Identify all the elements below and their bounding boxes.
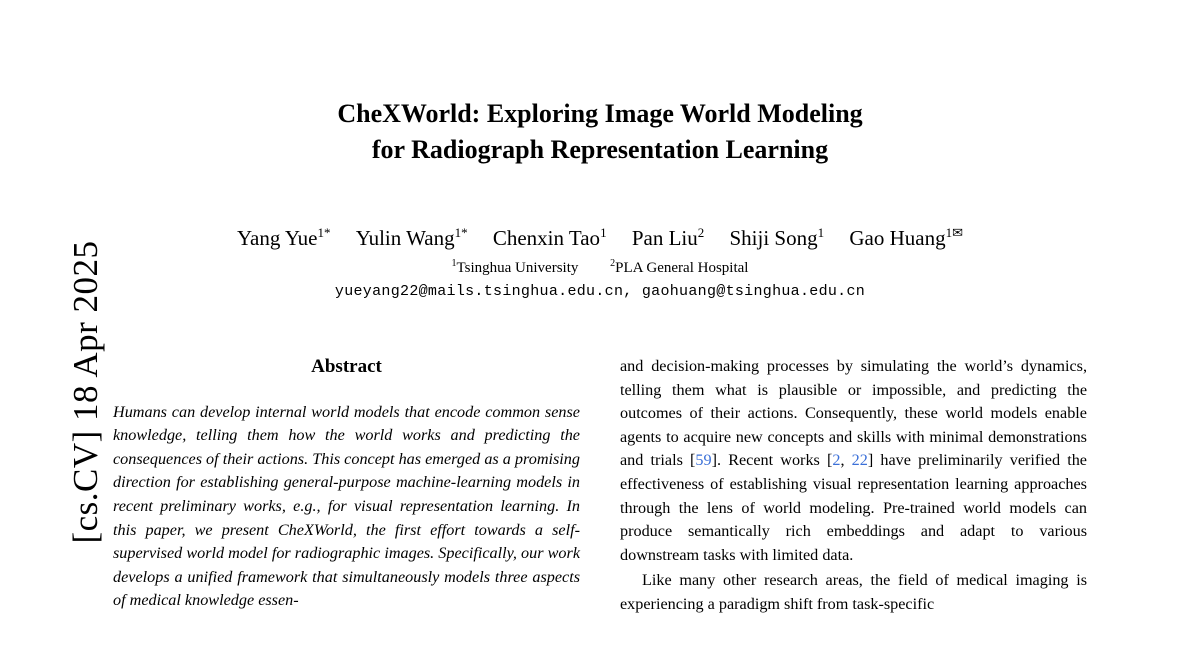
author-name: Yulin Wang xyxy=(355,226,455,250)
author-item xyxy=(729,226,824,250)
paragraph-text-comma: , xyxy=(840,451,852,470)
author-marks: 1✉ xyxy=(945,225,963,240)
abstract-text: Humans can develop internal world models that encode common sense knowledge, telling them how the world works and predicting the consequences of their actions. This concept has emerged as a promising direction for establishing general-purpose machine-learning models in recent preliminary works, e.g., for visual representation learning. In this paper, we present CheXWorld, the first effort towards a self-supervised world model for radiographic images. Specifically, our work develops a unified framework that simultaneously models three aspects of medical knowledge essen- xyxy=(113,402,580,610)
affiliation-mark: 1 xyxy=(451,258,457,269)
affiliation-item xyxy=(610,260,748,276)
author-item xyxy=(356,226,468,250)
author-marks: 1* xyxy=(317,225,331,240)
title-line-2: for Radiograph Representation Learning xyxy=(371,135,829,164)
column-right xyxy=(620,355,1087,617)
arxiv-stamp: [cs.CV] 18 Apr 2025 xyxy=(66,240,105,544)
affiliation-mark: 2 xyxy=(610,258,616,269)
affiliation-name: PLA General Hospital xyxy=(615,260,749,276)
column-left xyxy=(113,355,580,613)
paragraph-text-b: ]. Recent works [ xyxy=(711,451,833,470)
paragraph-text-a: and decision-making processes by simulating the world’s dynamics, telling them what is plausible or impossible, and predicting the outcomes of their actions. Consequently, these world models enable agents to acquire new concepts and skills with minimal demonstrations and trials [ xyxy=(620,357,1087,470)
author-name: Chenxin Tao xyxy=(492,226,601,250)
affiliation-list xyxy=(100,258,1100,277)
paragraph-text-c: ] have preliminarily verified the effectiveness of establishing visual representation learning approaches through the lens of world modeling. Pre-trained world models can produce semantically rich embeddings and adapt to various downstream tasks with limited data. xyxy=(620,451,1087,564)
author-name: Shiji Song xyxy=(729,226,818,250)
page-title xyxy=(100,96,1100,168)
author-item xyxy=(632,226,704,250)
affiliation-item xyxy=(452,260,579,276)
citation-link-2[interactable]: 2 xyxy=(832,451,841,470)
citation-link-59[interactable]: 59 xyxy=(695,451,712,470)
author-marks: 1 xyxy=(600,225,607,240)
author-item xyxy=(493,226,607,250)
body-paragraph-2: Like many other research areas, the field of medical imaging is experiencing a paradigm shift from task-specific xyxy=(620,571,1087,613)
author-name: Yang Yue xyxy=(236,226,318,250)
author-name: Pan Liu xyxy=(631,226,698,250)
author-marks: 1 xyxy=(817,225,825,240)
citation-link-22[interactable]: 22 xyxy=(851,451,868,470)
author-name: Gao Huang xyxy=(849,226,946,250)
title-line-1: CheXWorld: Exploring Image World Modeling xyxy=(337,99,863,128)
abstract-heading: Abstract xyxy=(311,356,382,377)
author-list xyxy=(100,225,1100,251)
author-item xyxy=(237,226,331,250)
affiliation-name: Tsinghua University xyxy=(456,260,579,276)
author-item xyxy=(849,226,963,250)
author-emails: yueyang22@mails.tsinghua.edu.cn, gaohuang@tsinghua.edu.cn xyxy=(334,283,866,300)
body-paragraph-1 xyxy=(620,355,1087,567)
author-marks: 2 xyxy=(697,225,705,240)
author-marks: 1* xyxy=(454,225,468,240)
